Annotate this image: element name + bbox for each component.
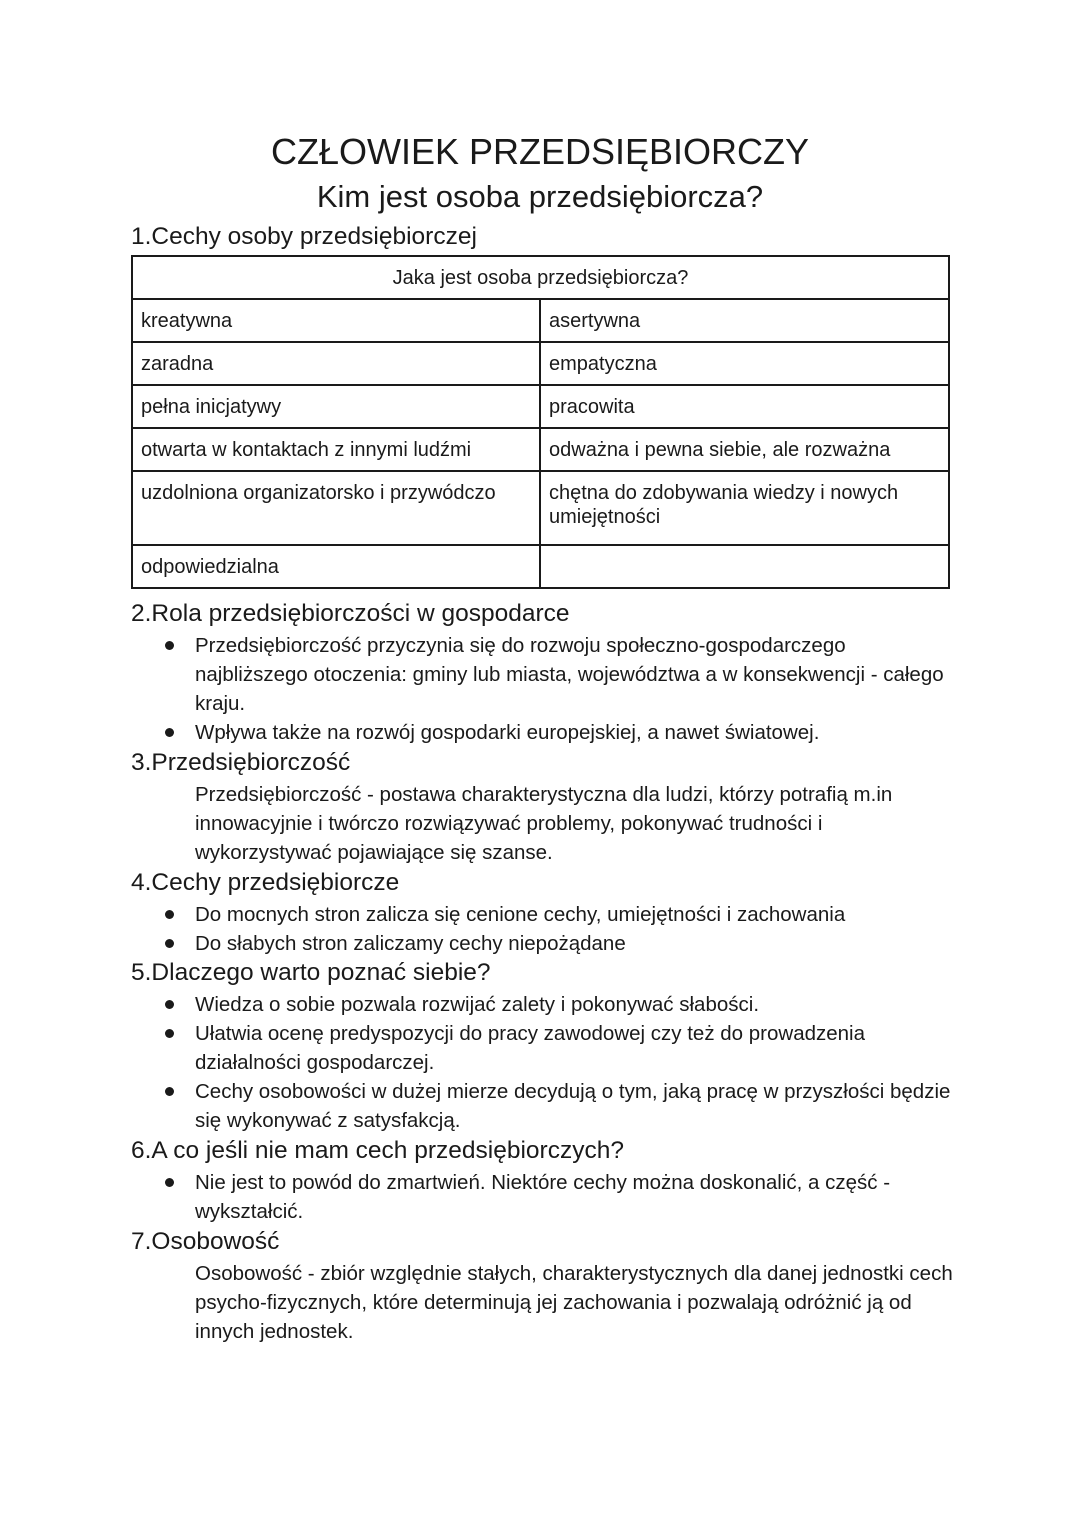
bullet-icon [165,728,174,737]
section-3-heading: 3.Przedsiębiorczość [131,749,351,776]
section-6-heading: 6.A co jeśli nie mam cech przedsiębiorczych? [131,1137,624,1164]
table-cell: zaradna [132,342,540,385]
section-4-heading: 4.Cechy przedsiębiorcze [131,869,400,896]
table-cell: uzdolniona organizatorsko i przywódczo [132,471,540,545]
table-cell: kreatywna [132,299,540,342]
bullet-icon [165,1000,174,1009]
table-row [132,545,949,588]
bullet-icon [165,939,174,948]
table-row [132,428,949,471]
page-subtitle: Kim jest osoba przedsiębiorcza? [316,179,764,214]
list-item: Ułatwia ocenę predyspozycji do pracy zawodowej czy też do prowadzenia działalności gospodarczej. [195,1019,955,1077]
list-item: Nie jest to powód do zmartwień. Niektóre cechy można doskonalić, a część - wykształcić. [195,1168,955,1226]
table-row [132,471,949,545]
section-2-heading: 2.Rola przedsiębiorczości w gospodarce [131,600,570,627]
table-cell [540,545,949,588]
bullet-icon [165,1087,174,1096]
list-item: Przedsiębiorczość przyczynia się do rozwoju społeczno-gospodarczego najbliższego otoczenia: gminy lub miasta, województwa a w konsekwencji - całego kraju. [195,631,955,718]
table-row [132,385,949,428]
table-header: Jaka jest osoba przedsiębiorcza? [132,256,949,299]
table-cell: empatyczna [540,342,949,385]
section-5-heading: 5.Dlaczego warto poznać siebie? [131,959,491,986]
page-title: CZŁOWIEK PRZEDSIĘBIORCZY [270,131,810,172]
bullet-icon [165,910,174,919]
table-cell: asertywna [540,299,949,342]
table-cell: odpowiedzialna [132,545,540,588]
list-item: Cechy osobowości w dużej mierze decydują o tym, jaką pracę w przyszłości będzie się wykonywać z satysfakcją. [195,1077,955,1135]
table-cell: chętna do zdobywania wiedzy i nowych umiejętności [540,471,949,545]
list-item: Wiedza o sobie pozwala rozwijać zalety i pokonywać słabości. [195,990,955,1019]
table-cell: otwarta w kontaktach z innymi ludźmi [132,428,540,471]
table-cell: odważna i pewna siebie, ale rozważna [540,428,949,471]
table-row [132,342,949,385]
bullet-icon [165,1178,174,1187]
section-4-list [195,900,955,958]
section-7-text: Osobowość - zbiór względnie stałych, charakterystycznych dla danej jednostki cech psycho-fizycznych, które determinują jej zachowania i pozwalają odróżnić ją od innych jednostek. [195,1262,953,1343]
table-cell: pełna inicjatywy [132,385,540,428]
list-item: Do słabych stron zaliczamy cechy niepożądane [195,929,955,958]
table-row [132,299,949,342]
section-6-list [195,1168,955,1226]
traits-table [131,255,950,589]
section-7-heading: 7.Osobowość [131,1228,280,1255]
list-item: Wpływa także na rozwój gospodarki europejskiej, a nawet światowej. [195,718,955,747]
list-item: Do mocnych stron zalicza się cenione cechy, umiejętności i zachowania [195,900,955,929]
table-cell: pracowita [540,385,949,428]
table-header-row [132,256,949,299]
section-3-text: Przedsiębiorczość - postawa charakterystyczna dla ludzi, którzy potrafią m.in innowacyjnie i twórczo rozwiązywać problemy, pokonywać trudności i wykorzystywać pojawiające się szanse. [195,783,893,864]
section-2-list [195,631,955,747]
section-1-heading: 1.Cechy osoby przedsiębiorczej [131,223,477,250]
bullet-icon [165,1029,174,1038]
section-5-list [195,990,955,1135]
bullet-icon [165,641,174,650]
